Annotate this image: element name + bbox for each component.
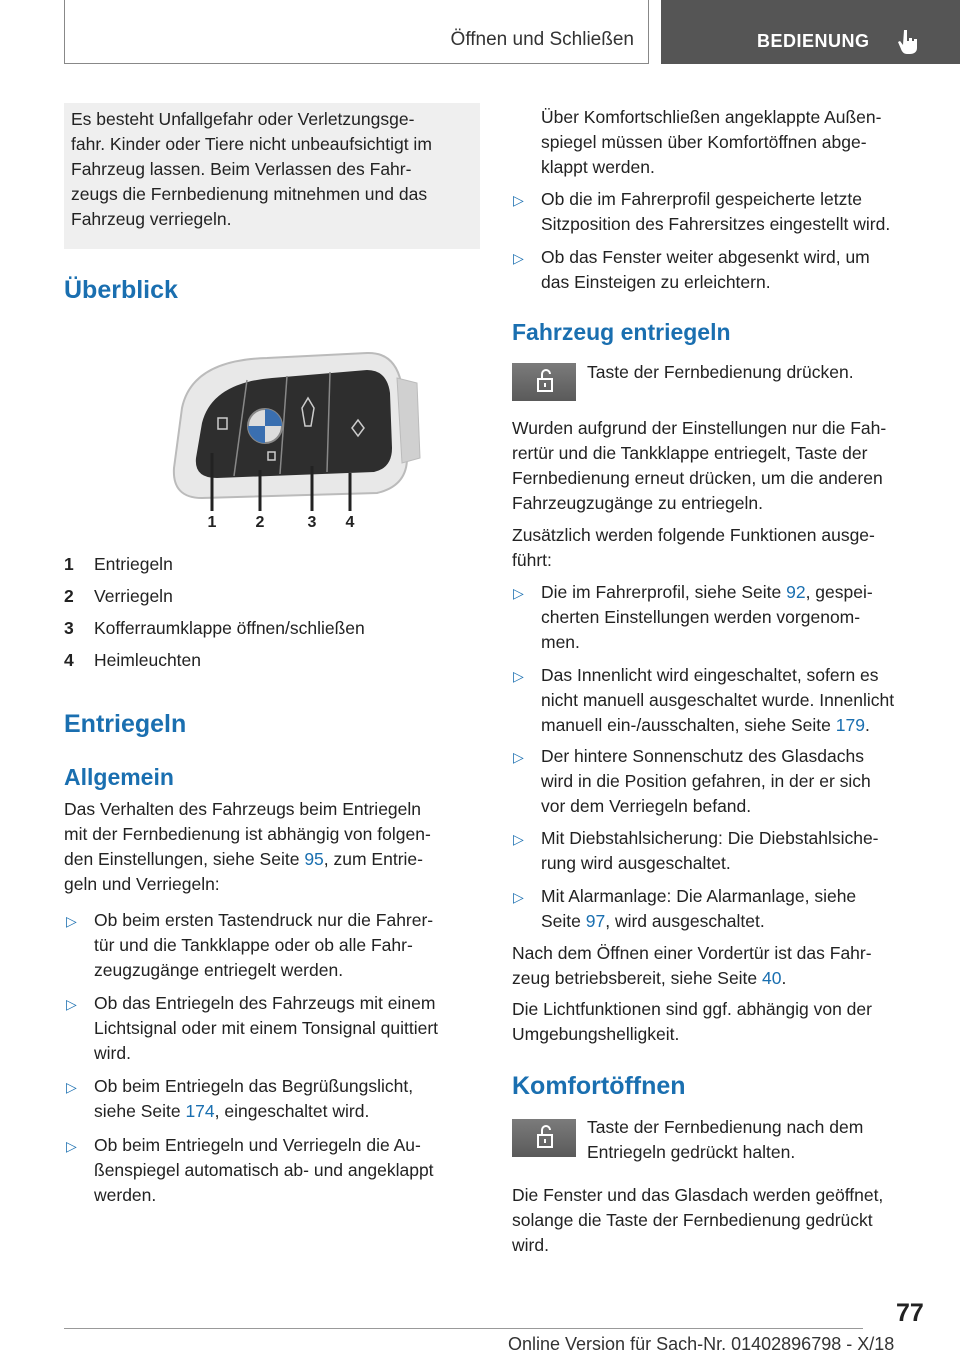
legend-item	[64, 648, 74, 673]
text-line: Ob beim ersten Tastendruck nur die Fahrer-	[94, 910, 434, 930]
text-line: geln und Verriegeln:	[64, 874, 220, 894]
page-link[interactable]: 95	[304, 849, 324, 869]
text-fragment: , wird ausgeschaltet.	[605, 911, 765, 931]
header-section-tab	[64, 0, 649, 64]
text-line: Mit Diebstahlsicherung: Die Diebstahlsiche-	[541, 828, 879, 848]
text-fragment: , zum Entrie-	[323, 849, 423, 869]
warning-line: Es besteht Unfallgefahr oder Verletzungsge-	[71, 109, 415, 129]
figure-label: 2	[255, 514, 265, 531]
page-link[interactable]: 97	[585, 911, 606, 931]
bullet-item	[94, 991, 438, 1066]
bullet-triangle-icon: ▷	[513, 831, 524, 847]
legend-number: 2	[64, 586, 74, 606]
footer-divider	[64, 1328, 863, 1329]
key-instruction	[587, 1115, 863, 1165]
bullet-triangle-icon: ▷	[513, 889, 524, 905]
text-line: Mit Alarmanlage: Die Alarmanlage, siehe	[541, 886, 857, 906]
text-line: nicht manuell ausgeschaltet wurde. Innenlicht	[541, 690, 895, 710]
warning-line: Fahrzeug lassen. Beim Verlassen des Fahr-	[71, 159, 412, 179]
text-fragment: zeug betriebsbereit, siehe Seite	[512, 968, 763, 988]
heading-vehicle-unlock: Fahrzeug entriegeln	[512, 319, 731, 345]
legend-number: 1	[64, 554, 74, 574]
chapter-title: BEDIENUNG	[757, 31, 870, 51]
paragraph	[512, 997, 872, 1047]
warning-box	[64, 103, 480, 249]
paragraph	[512, 1183, 883, 1258]
legend-text: Entriegeln	[94, 554, 173, 574]
bullet-triangle-icon: ▷	[513, 668, 524, 684]
bullet-item	[541, 245, 870, 295]
heading-general: Allgemein	[64, 764, 174, 790]
text-line: Ob beim Entriegeln und Verriegeln die Au-	[94, 1135, 421, 1155]
page-link[interactable]: 179	[835, 715, 865, 735]
text-line: Die Fenster und das Glasdach werden geöffnet,	[512, 1185, 884, 1205]
bullet-triangle-icon: ▷	[66, 1138, 77, 1154]
legend-text: Heimleuchten	[94, 650, 201, 670]
text-line: Fahrzeugzugänge zu entriegeln.	[512, 493, 764, 513]
text-line: Ob beim Entriegeln das Begrüßungslicht,	[94, 1076, 414, 1096]
page-link[interactable]: 174	[185, 1101, 215, 1121]
bullet-item	[541, 884, 856, 934]
key-instruction: Taste der Fernbedienung drücken.	[587, 362, 854, 382]
section-title: Öffnen und Schließen	[450, 29, 634, 50]
text-line: spiegel müssen über Komfortöffnen abge-	[541, 132, 867, 152]
warning-line: fahr. Kinder oder Tiere nicht unbeaufsichtigt im	[71, 134, 432, 154]
bullet-triangle-icon: ▷	[66, 996, 77, 1012]
legend-item	[64, 584, 74, 609]
bullet-triangle-icon: ▷	[513, 192, 524, 208]
bullet-item	[94, 908, 433, 983]
warning-line: Fahrzeug verriegeln.	[71, 209, 232, 229]
text-line	[94, 1099, 413, 1124]
text-line: Das Verhalten des Fahrzeugs beim Entriegeln	[64, 799, 422, 819]
text-line: Über Komfortschließen angeklappte Außen-	[541, 107, 882, 127]
text-line: Die Lichtfunktionen sind ggf. abhängig von der	[512, 999, 872, 1019]
text-line: Entriegeln gedrückt halten.	[587, 1142, 796, 1162]
text-line: Zusätzlich werden folgende Funktionen ausge-	[512, 525, 875, 545]
text-line: Ob das Fenster weiter abgesenkt wird, um	[541, 247, 870, 267]
text-line: Fernbedienung erneut drücken, um die anderen	[512, 468, 883, 488]
paragraph	[512, 941, 872, 991]
text-line: Wurden aufgrund der Einstellungen nur die Fah-	[512, 418, 887, 438]
bullet-triangle-icon: ▷	[513, 250, 524, 266]
figure-label: 3	[307, 514, 317, 531]
footer-version-text: Online Version für Sach-Nr. 01402896798 - X/18	[508, 1334, 895, 1354]
bullet-item	[541, 580, 873, 655]
bullet-triangle-icon: ▷	[66, 1079, 77, 1095]
bullet-triangle-icon: ▷	[513, 749, 524, 765]
text-line: klappt werden.	[541, 157, 655, 177]
bullet-triangle-icon: ▷	[513, 585, 524, 601]
text-line: Ob die im Fahrerprofil gespeicherte letzte	[541, 189, 862, 209]
page-number: 77	[896, 1299, 924, 1327]
unlock-intro	[64, 797, 484, 897]
text-fragment: , gespei-	[805, 582, 873, 602]
figure-label: 1	[207, 514, 217, 531]
bullet-triangle-icon: ▷	[66, 913, 77, 929]
paragraph	[512, 416, 886, 516]
text-line: mit der Fernbedienung ist abhängig von folgen-	[64, 824, 431, 844]
text-line: rertür und die Tankklappe entriegelt, Taste der	[512, 443, 868, 463]
legend-item	[64, 552, 74, 577]
text-fragment: den Einstellungen, siehe Seite	[64, 849, 305, 869]
text-line: Umgebungshelligkeit.	[512, 1024, 680, 1044]
legend-number: 4	[64, 650, 74, 670]
text-line	[541, 580, 873, 605]
text-line: wird.	[512, 1235, 549, 1255]
legend-text: Verriegeln	[94, 586, 173, 606]
text-line: Ob das Entriegeln des Fahrzeugs mit einem	[94, 993, 436, 1013]
bullet-item	[541, 187, 890, 237]
text-line: Lichtsignal oder mit einem Tonsignal quittiert	[94, 1018, 439, 1038]
page-link[interactable]: 92	[786, 582, 806, 602]
text-line: Sitzposition des Fahrersitzes eingestellt wird.	[541, 214, 891, 234]
text-line: vor dem Verriegeln befand.	[541, 796, 752, 816]
text-line: cherten Einstellungen werden vorgenom-	[541, 607, 861, 627]
bullet-item	[541, 663, 894, 738]
text-line: tür und die Tankklappe oder ob alle Fahr-	[94, 935, 413, 955]
text-line: führt:	[512, 550, 552, 570]
text-line: Taste der Fernbedienung nach dem	[587, 1117, 864, 1137]
unlock-button-icon	[512, 363, 576, 401]
text-line: rung wird ausgeschaltet.	[541, 853, 731, 873]
text-line: Der hintere Sonnenschutz des Glasdachs	[541, 746, 864, 766]
heading-overview: Überblick	[64, 276, 178, 304]
text-line: solange die Taste der Fernbedienung gedrückt	[512, 1210, 873, 1230]
text-fragment: , eingeschaltet wird.	[214, 1101, 370, 1121]
legend-text: Kofferraumklappe öffnen/schließen	[94, 618, 365, 638]
text-line: wird in die Position gefahren, in der er sich	[541, 771, 871, 791]
paragraph	[512, 523, 875, 573]
text-line: zeugzugänge entriegelt werden.	[94, 960, 344, 980]
text-line: Nach dem Öffnen einer Vordertür ist das Fahr-	[512, 943, 872, 963]
mirror-note	[541, 105, 881, 180]
text-line: wird.	[94, 1043, 131, 1063]
text-line	[541, 713, 894, 738]
bullet-item	[94, 1074, 413, 1124]
text-line	[512, 966, 872, 991]
text-line	[541, 909, 856, 934]
bullet-item	[94, 1133, 434, 1208]
unlock-button-icon	[512, 1119, 576, 1157]
figure-label: 4	[345, 514, 355, 531]
remote-key-illustration	[162, 348, 422, 538]
legend-number: 3	[64, 618, 74, 638]
legend-item	[64, 616, 74, 641]
text-fragment: .	[781, 968, 787, 988]
text-line: ßenspiegel automatisch ab- und angeklappt	[94, 1160, 434, 1180]
hand-pointer-icon	[897, 28, 921, 56]
heading-unlock: Entriegeln	[64, 710, 187, 738]
text-line: Das Innenlicht wird eingeschaltet, sofern es	[541, 665, 879, 685]
text-line	[64, 847, 484, 872]
text-fragment: manuell ein-/ausschalten, siehe Seite	[541, 715, 836, 735]
bullet-item	[541, 744, 871, 819]
text-line: werden.	[94, 1185, 157, 1205]
heading-comfort-open: Komfortöffnen	[512, 1072, 686, 1100]
text-line: das Einsteigen zu erleichtern.	[541, 272, 771, 292]
text-fragment: .	[864, 715, 870, 735]
bullet-item	[541, 826, 879, 876]
text-fragment: Die im Fahrerprofil, siehe Seite	[541, 582, 787, 602]
text-line: men.	[541, 632, 580, 652]
warning-line: zeugs die Fernbedienung mitnehmen und das	[71, 184, 428, 204]
text-fragment: siehe Seite	[94, 1101, 186, 1121]
page-link[interactable]: 40	[762, 968, 782, 988]
text-fragment: Seite	[541, 911, 586, 931]
